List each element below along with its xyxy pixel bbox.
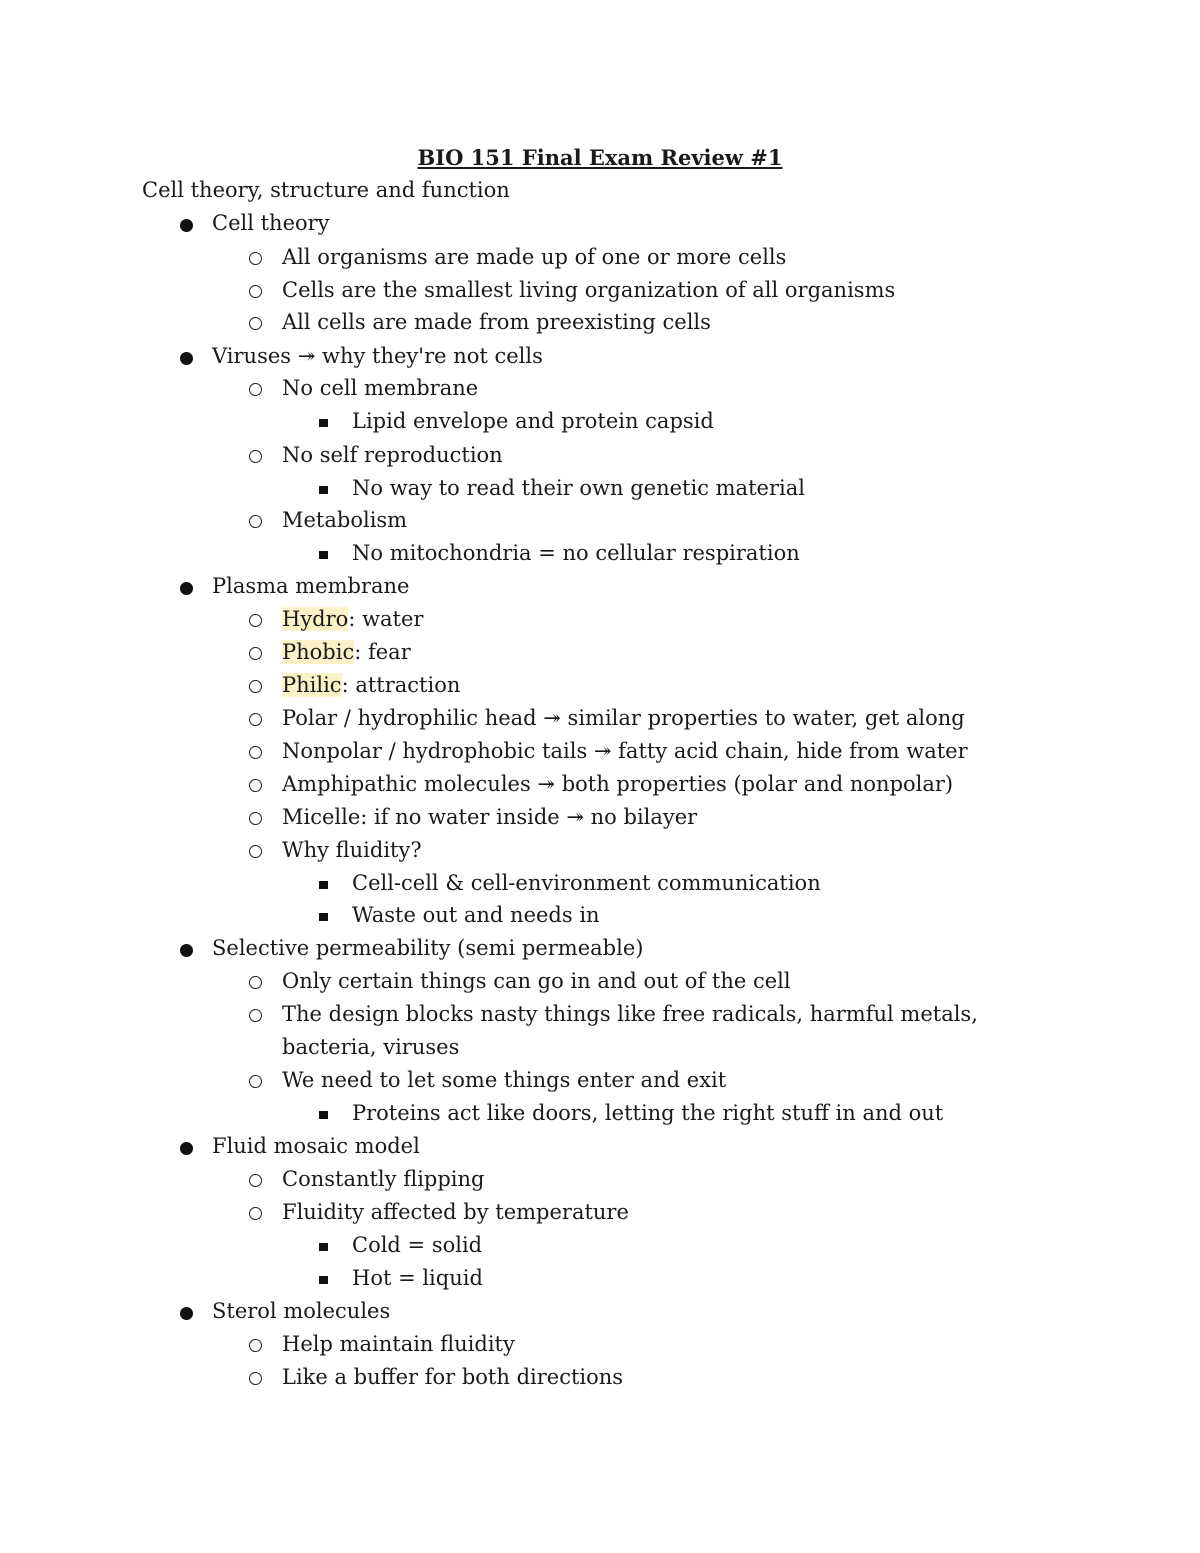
square-bullet-icon xyxy=(319,1111,328,1119)
list-item xyxy=(352,409,714,433)
list-item-text: Constantly flipping xyxy=(282,1167,485,1191)
hollow-bullet-icon xyxy=(249,1372,262,1385)
hollow-bullet-icon xyxy=(249,1009,262,1022)
list-item-text: Selective permeability (semi permeable) xyxy=(212,936,644,960)
list-item xyxy=(282,805,697,829)
list-item-text: Only certain things can go in and out of the cell xyxy=(282,969,791,993)
hollow-bullet-icon xyxy=(249,647,262,660)
square-bullet-icon xyxy=(319,486,328,494)
hollow-bullet-icon xyxy=(249,976,262,989)
list-item xyxy=(282,1200,629,1224)
square-bullet-icon xyxy=(319,881,328,889)
list-item xyxy=(282,969,791,993)
list-item-text: All cells are made from preexisting cells xyxy=(282,310,711,334)
list-item-text: The design blocks nasty things like free radicals, harmful metals, bacteria, viruses xyxy=(282,1002,978,1059)
list-item xyxy=(282,1365,623,1389)
list-item xyxy=(212,1134,420,1158)
list-item xyxy=(282,376,478,400)
list-item-text: Help maintain fluidity xyxy=(282,1332,515,1356)
square-bullet-icon xyxy=(319,1243,328,1251)
highlighted-term: Phobic xyxy=(282,640,355,664)
square-bullet-icon xyxy=(319,419,328,427)
list-item-text: No self reproduction xyxy=(282,443,503,467)
list-item-text: Cold = solid xyxy=(352,1233,483,1257)
filled-bullet-icon xyxy=(180,219,193,232)
list-item xyxy=(282,640,411,664)
highlighted-term: Philic xyxy=(282,673,342,697)
hollow-bullet-icon xyxy=(249,845,262,858)
list-item-text: Polar / hydrophilic head ↠ similar properties to water, get along xyxy=(282,706,965,730)
list-item xyxy=(282,508,407,532)
list-item-text: : fear xyxy=(354,640,411,664)
list-item xyxy=(282,838,422,862)
list-item-text: Viruses ↠ why they're not cells xyxy=(212,344,543,368)
square-bullet-icon xyxy=(319,551,328,559)
list-item xyxy=(282,998,1002,1064)
square-bullet-icon xyxy=(319,1276,328,1284)
hollow-bullet-icon xyxy=(249,1075,262,1088)
filled-bullet-icon xyxy=(180,1307,193,1320)
list-item-text: Plasma membrane xyxy=(212,574,410,598)
filled-bullet-icon xyxy=(180,944,193,957)
list-item xyxy=(282,673,460,697)
list-item xyxy=(212,211,330,235)
list-item xyxy=(282,607,423,631)
hollow-bullet-icon xyxy=(249,680,262,693)
list-item-text: Waste out and needs in xyxy=(352,903,600,927)
list-item-text: Fluid mosaic model xyxy=(212,1134,420,1158)
list-item xyxy=(282,772,953,796)
list-item-text: Hot = liquid xyxy=(352,1266,483,1290)
list-item xyxy=(352,903,600,927)
list-item-text: No mitochondria = no cellular respiration xyxy=(352,541,800,565)
hollow-bullet-icon xyxy=(249,713,262,726)
hollow-bullet-icon xyxy=(249,1339,262,1352)
hollow-bullet-icon xyxy=(249,614,262,627)
list-item xyxy=(282,1167,484,1191)
list-item xyxy=(282,245,786,269)
filled-bullet-icon xyxy=(180,1142,193,1155)
list-item xyxy=(282,278,895,302)
list-item-text: : water xyxy=(348,607,424,631)
list-item-text: Lipid envelope and protein capsid xyxy=(352,409,714,433)
highlighted-term: Hydro xyxy=(282,607,349,631)
square-bullet-icon xyxy=(319,913,328,921)
list-item xyxy=(282,706,965,730)
hollow-bullet-icon xyxy=(249,383,262,396)
list-item-text: Micelle: if no water inside ↠ no bilayer xyxy=(282,805,698,829)
list-item xyxy=(212,1299,390,1323)
list-item-text: Cells are the smallest living organization of all organisms xyxy=(282,278,896,302)
list-item-text: All organisms are made up of one or more cells xyxy=(282,245,787,269)
list-item-text: Metabolism xyxy=(282,508,408,532)
list-item-text: Fluidity affected by temperature xyxy=(282,1200,629,1224)
list-item xyxy=(352,871,821,895)
list-item-text: Cell theory xyxy=(212,211,330,235)
hollow-bullet-icon xyxy=(249,1174,262,1187)
list-item xyxy=(282,443,503,467)
list-item-text: Like a buffer for both directions xyxy=(282,1365,624,1389)
hollow-bullet-icon xyxy=(249,450,262,463)
list-item xyxy=(212,344,543,368)
document-title: BIO 151 Final Exam Review #1 xyxy=(417,145,783,170)
list-item-text: Sterol molecules xyxy=(212,1299,391,1323)
list-item xyxy=(212,574,409,598)
hollow-bullet-icon xyxy=(249,746,262,759)
list-item-text: Cell-cell & cell-environment communication xyxy=(352,871,821,895)
list-item xyxy=(282,310,711,334)
list-item xyxy=(282,739,968,763)
list-item-text: No way to read their own genetic material xyxy=(352,476,805,500)
list-item xyxy=(352,541,800,565)
list-item-text: Amphipathic molecules ↠ both properties (polar and nonpolar) xyxy=(282,772,954,796)
hollow-bullet-icon xyxy=(249,317,262,330)
hollow-bullet-icon xyxy=(249,1207,262,1220)
list-item-text: : attraction xyxy=(341,673,461,697)
filled-bullet-icon xyxy=(180,582,193,595)
hollow-bullet-icon xyxy=(249,515,262,528)
list-item xyxy=(212,936,643,960)
hollow-bullet-icon xyxy=(249,779,262,792)
list-item-text: Proteins act like doors, letting the right stuff in and out xyxy=(352,1101,944,1125)
list-item xyxy=(282,1068,726,1092)
section-heading: Cell theory, structure and function xyxy=(142,178,510,202)
list-item xyxy=(352,1233,482,1257)
list-item xyxy=(282,1332,515,1356)
hollow-bullet-icon xyxy=(249,812,262,825)
list-item xyxy=(352,1266,483,1290)
filled-bullet-icon xyxy=(180,352,193,365)
list-item xyxy=(352,476,805,500)
list-item xyxy=(352,1101,943,1125)
list-item-text: Why fluidity? xyxy=(282,838,422,862)
list-item-text: We need to let some things enter and exit xyxy=(282,1068,727,1092)
hollow-bullet-icon xyxy=(249,285,262,298)
list-item-text: No cell membrane xyxy=(282,376,479,400)
hollow-bullet-icon xyxy=(249,252,262,265)
list-item-text: Nonpolar / hydrophobic tails ↠ fatty acid chain, hide from water xyxy=(282,739,968,763)
